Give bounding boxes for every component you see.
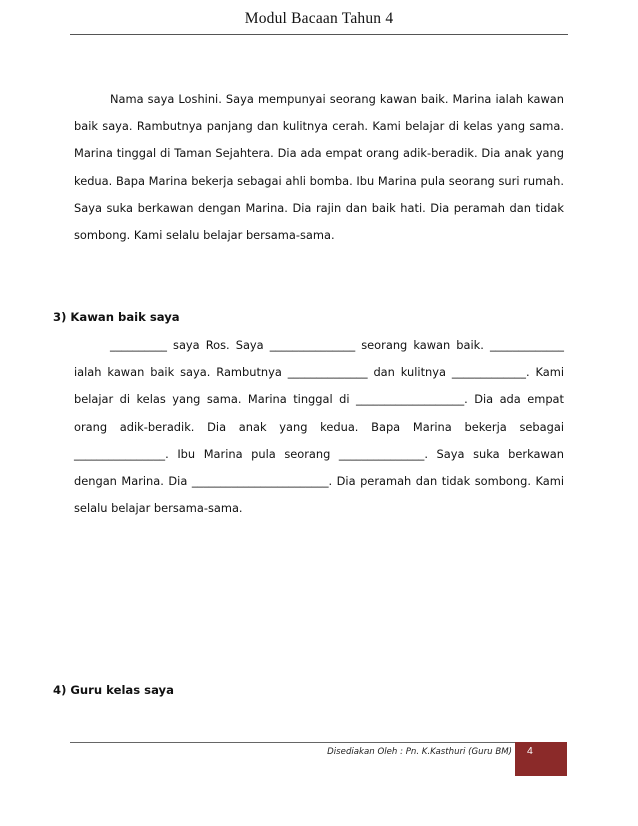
passage-text-7: . Ibu Marina pula seorang	[165, 446, 339, 461]
page-number-box	[515, 742, 567, 776]
passage-text-2: seorang kawan baik.	[355, 338, 490, 352]
passage-text-1: saya Ros. Saya	[166, 338, 270, 352]
blank-9[interactable]: ________________________	[191, 474, 329, 489]
reading-passage-text: Nama saya Loshini. Saya mempunyai seorang kawan baik. Marina ialah kawan baik saya. Rambutnya panjang dan kulitnya cerah. Kami belajar di kelas yang sama. Marina tinggal di Taman Sejahtera. Dia ada empat orang adik-beradik. Dia anak yang kedua. Bapa Marina bekerja sebagai ahli bomba. Ibu Marina pula seorang suri rumah. Saya suka berkawan dengan Marina. Dia rajin dan baik hati. Dia peramah dan tidak sombong. Kami selalu belajar bersama-sama.	[74, 92, 564, 243]
reading-passage	[74, 86, 564, 249]
page-number: 4	[527, 745, 533, 757]
blank-6[interactable]: ___________________	[355, 392, 465, 407]
header-divider	[70, 34, 568, 35]
blank-5[interactable]: _____________	[451, 365, 526, 380]
footer-credit: Disediakan Oleh : Pn. K.Kasthuri (Guru BM)	[327, 747, 512, 757]
section-4-heading: 4) Guru kelas saya	[53, 683, 174, 697]
footer-divider	[70, 742, 515, 743]
passage-text-5: . Kami belajar di kelas yang sama. Marina tinggal di	[74, 365, 564, 407]
passage-text-4: dan kulitnya	[367, 365, 452, 380]
blank-7[interactable]: ________________	[74, 446, 166, 461]
passage-text-9: . Dia peramah dan tidak sombong. Kami selalu belajar bersama-sama.	[74, 474, 564, 516]
passage-text-3: ialah kawan baik saya. Rambutnya	[74, 365, 288, 380]
blank-2[interactable]: _______________	[269, 338, 356, 352]
blank-3[interactable]: _____________	[489, 338, 564, 352]
blank-4[interactable]: ______________	[287, 365, 368, 380]
passage-text-6: . Dia ada empat orang adik-beradik. Dia anak yang kedua. Bapa Marina bekerja sebagai	[74, 392, 564, 434]
section-3-heading: 3) Kawan baik saya	[53, 310, 180, 324]
blank-1[interactable]: __________	[110, 338, 167, 352]
blank-8[interactable]: _______________	[338, 446, 425, 461]
page-header-title: Modul Bacaan Tahun 4	[244, 10, 394, 27]
passage-text-8: . Saya suka berkawan dengan Marina. Dia	[74, 446, 564, 489]
fill-in-blank-passage	[74, 332, 564, 522]
